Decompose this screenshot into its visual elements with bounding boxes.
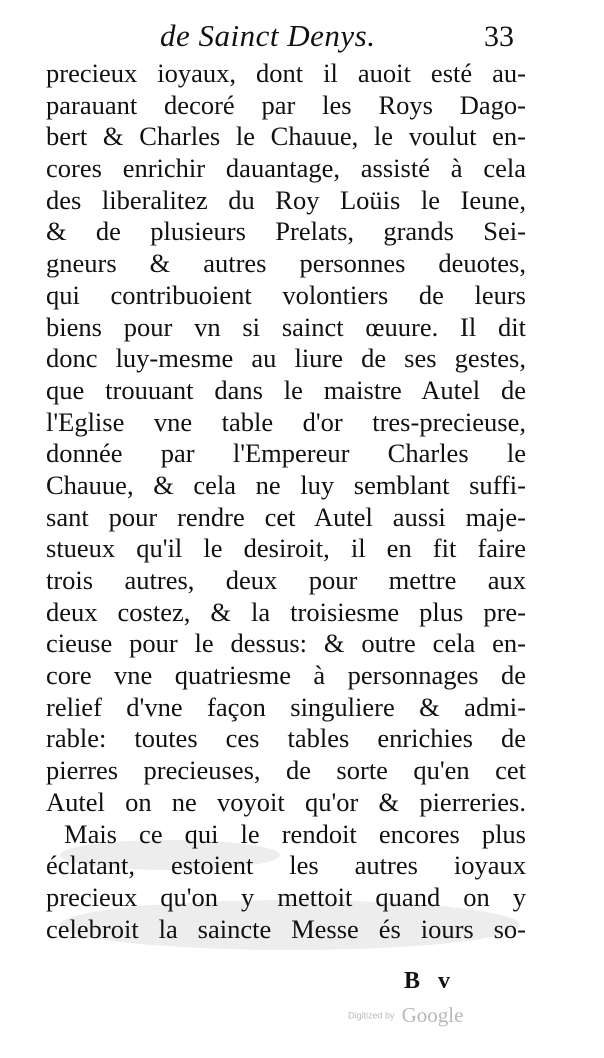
text-line: gneurs & autres personnes deuotes, — [46, 248, 526, 279]
text-line: rable: toutes ces tables enrichies de — [46, 723, 526, 754]
text-line: bert & Charles le Chauue, le voulut en- — [46, 121, 526, 152]
text-line: donc luy-mesme au liure de ses gestes, — [46, 343, 526, 374]
text-line: éclatant, estoient les autres ioyaux — [46, 850, 526, 881]
text-line: biens pour vn si sainct œuure. Il dit — [46, 311, 526, 342]
text-line: Chauue, & cela ne luy semblant suffi- — [46, 469, 526, 500]
body-text — [46, 58, 526, 945]
text-line: que trouuant dans le maistre Autel de — [46, 374, 526, 405]
text-line: core vne quatriesme à personnages de — [46, 660, 526, 691]
text-line: deux costez, & la troisiesme plus pre- — [46, 596, 526, 627]
text-line: celebroit la saincte Messe és iours so- — [46, 913, 526, 944]
page-number: 33 — [484, 20, 514, 53]
text-line: precieux ioyaux, dont il auoit esté au- — [46, 58, 526, 88]
google-logo: Google — [401, 1003, 464, 1027]
text-line: trois autres, deux pour mettre aux — [46, 565, 526, 595]
text-line: l'Eglise vne table d'or tres-precieuse, — [46, 406, 526, 437]
text-line: sant pour rendre cet Autel aussi maje- — [46, 501, 526, 532]
running-title: de Sainct Denys. — [160, 18, 376, 53]
watermark-prefix: Digitized by — [348, 1010, 395, 1021]
text-line: qui contribuoient volontiers de leurs — [46, 279, 526, 310]
text-line: stueux qu'il le desiroit, il en fit faire — [46, 533, 526, 564]
text-line: relief d'vne façon singuliere & admi- — [46, 691, 526, 722]
text-line: donnée par l'Empereur Charles le — [46, 438, 526, 469]
text-line: Autel on ne voyoit qu'or & pierreries. — [46, 786, 526, 817]
text-line: parauant decoré par les Roys Dago- — [46, 89, 526, 120]
text-line: pierres precieuses, de sorte qu'en cet — [46, 755, 526, 786]
text-line: & de plusieurs Prelats, grands Sei- — [46, 216, 526, 247]
text-line: des liberalitez du Roy Loüis le Ieune, — [46, 184, 526, 215]
text-line: cores enrichir dauantage, assisté à cela — [46, 153, 526, 184]
text-line: Mais ce qui le rendoit encores plus — [64, 818, 526, 849]
page-header — [0, 18, 604, 58]
digitization-watermark — [348, 1003, 463, 1028]
signature-mark: B v — [404, 968, 457, 994]
text-line: precieux qu'on y mettoit quand on y — [46, 881, 526, 912]
text-line: cieuse pour le dessus: & outre cela en- — [46, 628, 526, 659]
